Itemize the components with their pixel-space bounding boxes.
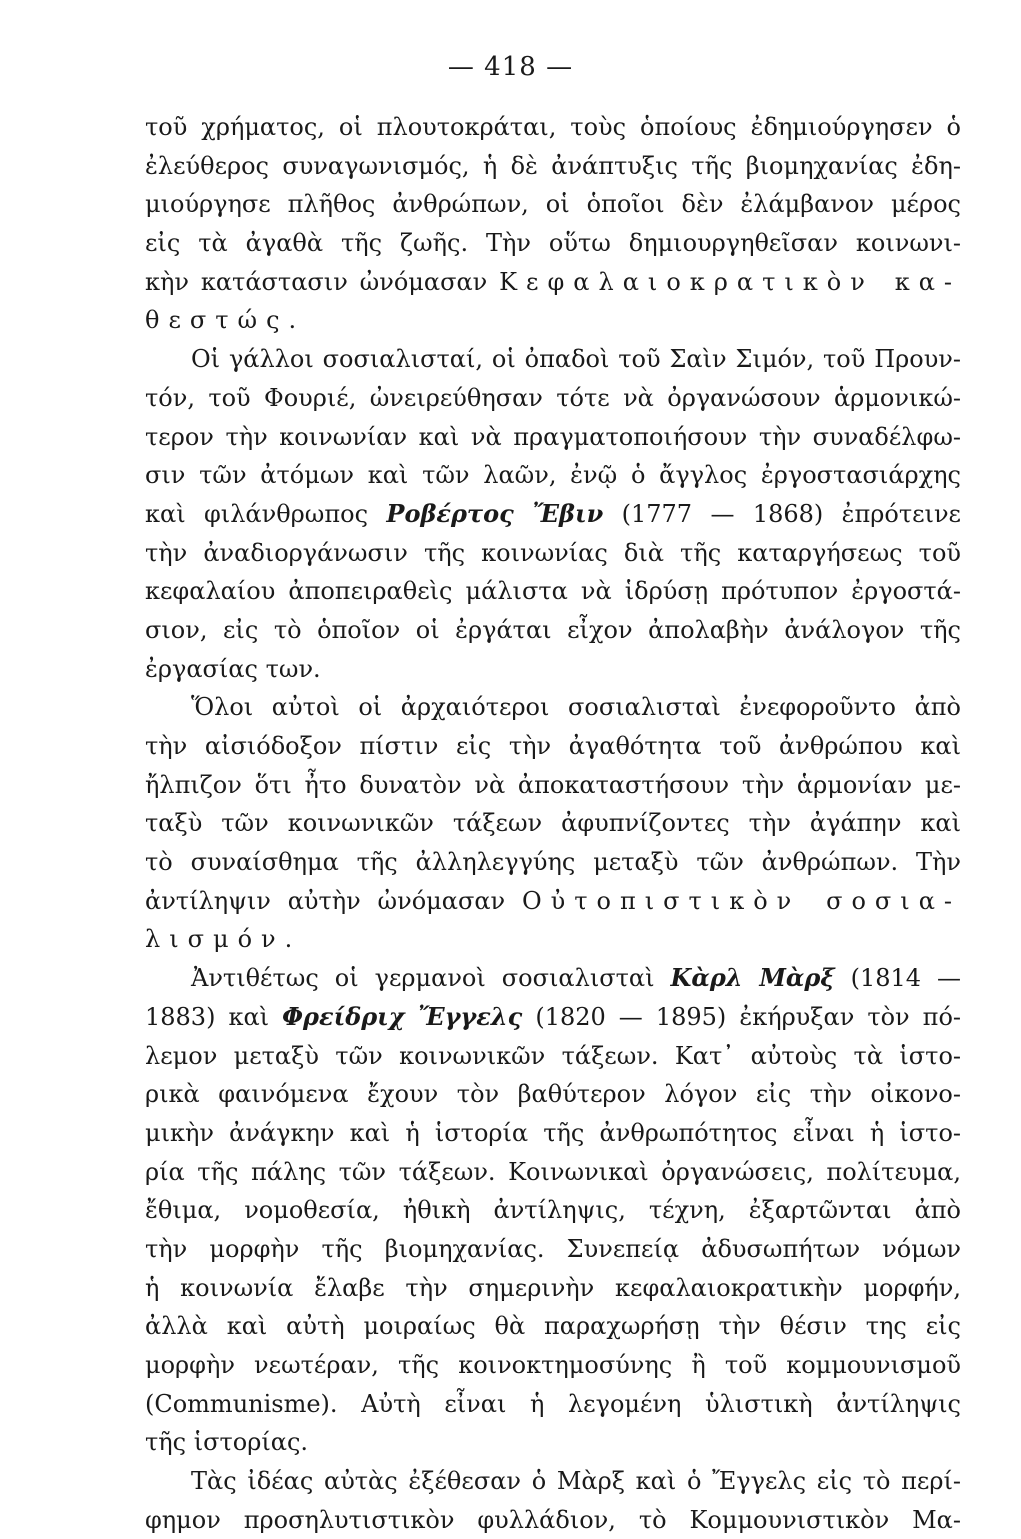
line-text: (1820 — 1895) ἐκήρυξαν τὸν πό- xyxy=(522,1002,961,1031)
text-line: μικὴν ἀνάγκην καὶ ἡ ἱστορία τῆς ἀνθρωπότητος εἶναι ἡ ἱστο- xyxy=(145,1118,961,1147)
text-line: ἡ κοινωνία ἔλαβε τὴν σημερινὴν κεφαλαιοκρατικὴν μορφήν, xyxy=(145,1273,961,1302)
text-line xyxy=(145,998,961,1037)
text-line: τερον τὴν κοινωνίαν καὶ νὰ πραγματοποιήσουν τὴν συναδέλφω- xyxy=(145,422,961,451)
text-line: φημον προσηλυτιστικὸν φυλλάδιον, τὸ Κομμουνιστικὸν Μα- xyxy=(145,1505,961,1534)
text-line xyxy=(145,920,961,959)
text-line: ἐργασίας των. xyxy=(145,654,321,683)
line-text: 1883) καὶ xyxy=(145,1002,283,1031)
spaced-term: Οὐτοπιστικὸν σοσια- xyxy=(521,886,961,915)
text-line: σιον, εἰς τὸ ὁποῖον οἱ ἐργάται εἶχον ἀπολαβὴν ἀνάλογον τῆς xyxy=(145,615,961,644)
text-line xyxy=(145,263,961,302)
text-line: μιούργησε πλῆθος ἀνθρώπων, οἱ ὁποῖοι δὲν ἐλάμβανον μέρος xyxy=(145,190,961,219)
body-text xyxy=(145,108,961,1539)
spaced-term: θεστώς. xyxy=(145,306,306,335)
line-text: Ἀντιθέτως οἱ γερμανοὶ σοσιαλισταὶ xyxy=(191,964,671,993)
text-line: ταξὺ τῶν κοινωνικῶν τάξεων ἀφυπνίζοντες τὴν ἀγάπην καὶ xyxy=(145,809,961,838)
text-line xyxy=(145,301,961,340)
text-line: Ὅλοι αὐτοὶ οἱ ἀρχαιότεροι σοσιαλισταὶ ἐνεφοροῦντο ἀπὸ xyxy=(191,693,961,722)
person-name: Φρείδριχ Ἔγγελς xyxy=(282,1001,523,1031)
text-line: ρικὰ φαινόμενα ἔχουν τὸν βαθύτερον λόγον εἰς τὴν οἰκονο- xyxy=(145,1080,961,1109)
line-text: κὴν κατάστασιν ὠνόμασαν xyxy=(145,267,500,296)
text-line: ρία τῆς πάλης τῶν τάξεων. Κοινωνικαὶ ὀργανώσεις, πολίτευμα, xyxy=(145,1157,961,1186)
text-line: εἰς τὰ ἀγαθὰ τῆς ζωῆς. Τὴν οὕτω δημιουργηθεῖσαν κοινωνι- xyxy=(145,229,961,258)
text-line xyxy=(145,959,961,998)
text-line: ἀλλὰ καὶ αὐτὴ μοιραίως θὰ παραχωρήσῃ τὴν θέσιν της εἰς xyxy=(145,1312,961,1341)
text-line: τῆς ἱστορίας. xyxy=(145,1428,309,1457)
text-line: κεφαλαίου ἀποπειραθεὶς μάλιστα νὰ ἱδρύσῃ πρότυπον ἐργοστά- xyxy=(145,577,961,606)
text-line: τὴν αἰσιόδοξον πίστιν εἰς τὴν ἀγαθότητα τοῦ ἀνθρώπου καὶ xyxy=(145,732,961,760)
spaced-term: λισμόν. xyxy=(145,925,302,954)
text-line: Τὰς ἰδέας αὐτὰς ἐξέθεσαν ὁ Μὰρξ καὶ ὁ Ἔγγελς εἰς τὸ περί- xyxy=(191,1467,961,1496)
spaced-term: Κεφαλαιοκρατικὸν κα- xyxy=(499,267,961,296)
text-line: λεμον μεταξὺ τῶν κοινωνικῶν τάξεων. Κατ᾽ αὐτοὺς τὰ ἱστο- xyxy=(145,1041,961,1070)
page-number: — 418 — xyxy=(447,52,574,82)
line-text: (1777 — 1868) ἐπρότεινε xyxy=(603,499,961,528)
text-line: τὴν ἀναδιοργάνωσιν τῆς κοινωνίας διὰ τῆς καταργήσεως τοῦ xyxy=(145,538,961,567)
text-line: τοῦ χρήματος, οἱ πλουτοκράται, τοὺς ὁποίους ἐδημιούργησεν ὁ xyxy=(145,113,961,141)
text-line xyxy=(145,495,961,534)
person-name: Κὰρλ Μὰρξ xyxy=(670,963,835,993)
line-text: καὶ φιλάνθρωπος xyxy=(145,499,387,528)
text-line: ἤλπιζον ὅτι ἦτο δυνατὸν νὰ ἀποκαταστήσουν τὴν ἁρμονίαν με- xyxy=(145,770,961,799)
text-line: τὸ συναίσθημα τῆς ἀλληλεγγύης μεταξὺ τῶν ἀνθρώπων. Τὴν xyxy=(145,848,961,877)
text-line: ἐλεύθερος συναγωνισμός, ἡ δὲ ἀνάπτυξις τῆς βιομηχανίας ἐδη- xyxy=(145,151,961,180)
text-line: σιν τῶν ἀτόμων καὶ τῶν λαῶν, ἐνῷ ὁ ἄγγλος ἐργοστασιάρχης xyxy=(145,461,961,490)
text-line: Οἱ γάλλοι σοσιαλισταί, οἱ ὀπαδοὶ τοῦ Σαὶν Σιμόν, τοῦ Προυν- xyxy=(191,345,961,374)
text-line: τόν, τοῦ Φουριέ, ὠνειρεύθησαν τότε νὰ ὀργανώσουν ἁρμονικώ- xyxy=(145,383,961,412)
line-text: (1814 — xyxy=(834,964,961,993)
text-line: (Communisme). Αὐτὴ εἶναι ἡ λεγομένη ὑλιστικὴ ἀντίληψις xyxy=(145,1389,961,1418)
text-line xyxy=(145,882,961,921)
person-name: Ροβέρτος Ἔβιν xyxy=(386,498,604,528)
text-line: ἔθιμα, νομοθεσία, ἠθικὴ ἀντίληψις, τέχνη, ἐξαρτῶνται ἀπὸ xyxy=(145,1196,961,1225)
text-line: τὴν μορφὴν τῆς βιομηχανίας. Συνεπείᾳ ἀδυσωπήτων νόμων xyxy=(145,1234,961,1263)
text-line: μορφὴν νεωτέραν, τῆς κοινοκτημοσύνης ἢ τοῦ κομμουνισμοῦ xyxy=(145,1351,961,1379)
line-text: ἀντίληψιν αὐτὴν ὠνόμασαν xyxy=(145,886,522,915)
